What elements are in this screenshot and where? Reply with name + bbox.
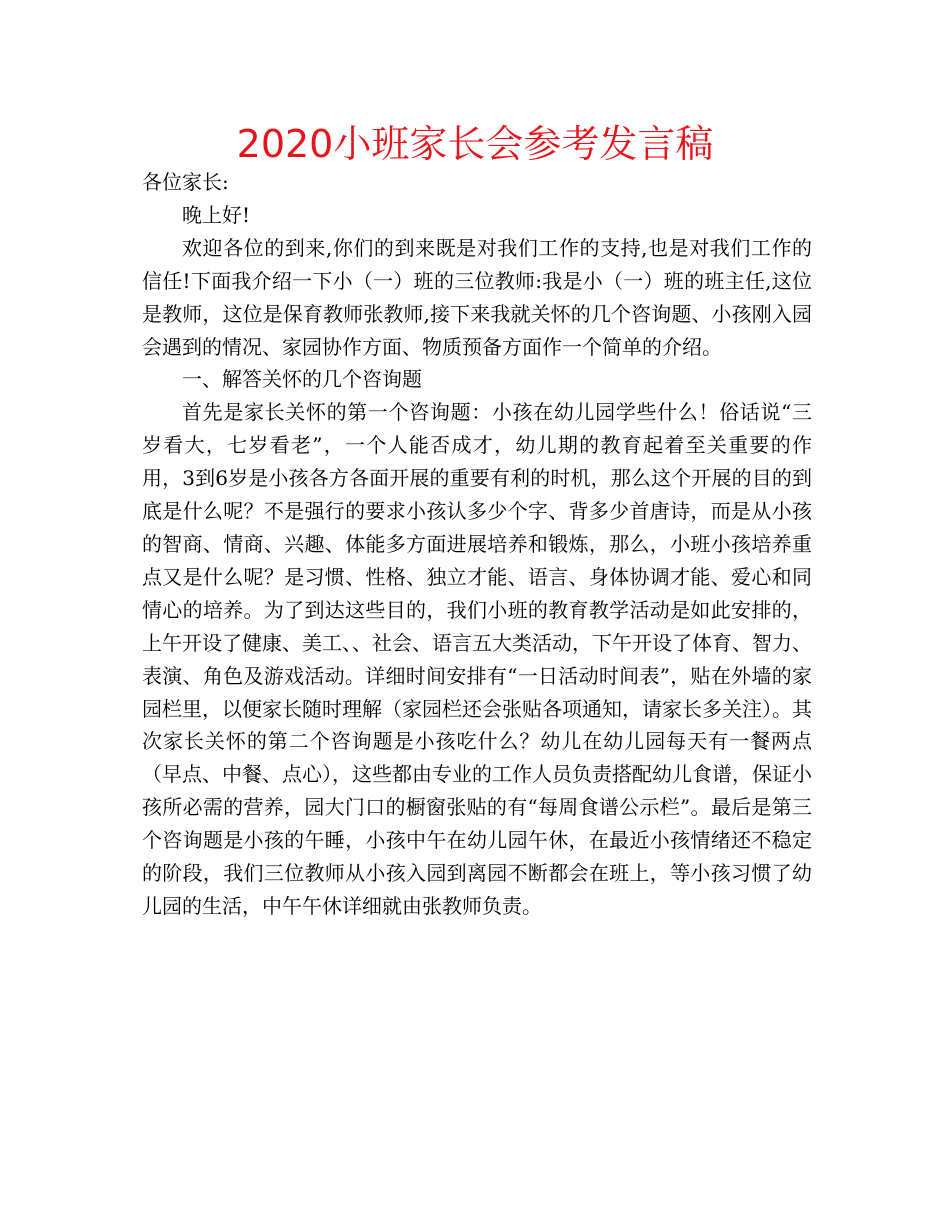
document-title: 2020小班家长会参考发言稿 <box>236 122 714 166</box>
section-heading: 一、解答关怀的几个咨询题 <box>182 367 422 392</box>
welcome-paragraph: 欢迎各位的到来,你们的到来既是对我们工作的支持,也是对我们工作的信任!下面我介绍一下小（一）班的三位教师:我是小（一）班的班主任,这位是教师，这位是保育教师张教师,接下来我就关怀的几个咨询题、小孩刚入园会遇到的情况、家园协作方面、物质预备方面作一个简单的介绍。 <box>142 235 812 359</box>
document-body <box>142 166 812 923</box>
content-paragraph: 首先是家长关怀的第一个咨询题：小孩在幼儿园学些什么！俗话说“三岁看大，七岁看老”，一个人能否成才，幼儿期的教育起着至关重要的作用，3到6岁是小孩各方各面开展的重要有利的时机，那么这个开展的目的到底是什么呢？不是强行的要求小孩认多少个字、背多少首唐诗，而是从小孩的智商、情商、兴趣、体能多方面进展培养和锻炼，那么，小班小孩培养重点又是什么呢？是习惯、性格、独立才能、语言、身体协调才能、爱心和同情心的培养。为了到达这些目的，我们小班的教育教学活动是如此安排的，上午开设了健康、美工、、社会、语言五大类活动，下午开设了体育、智力、表演、角色及游戏活动。详细时间安排有“一日活动时间表”，贴在外墙的家园栏里，以便家长随时理解（家园栏还会张贴各项通知，请家长多关注）。其次家长关怀的第二个咨询题是小孩吃什么？幼儿在幼儿园每天有一餐两点（早点、中餐、点心），这些都由专业的工作人员负责搭配幼儿食谱，保证小孩所必需的营养，园大门口的橱窗张贴的有“每周食谱公示栏”。最后是第三个咨询题是小孩的午睡，小孩中午在幼儿园午休，在最近小孩情绪还不稳定的阶段，我们三位教师从小孩入园到离园不断都会在班上，等小孩习惯了幼儿园的生活，中午午休详细就由张教师负责。 <box>142 400 812 918</box>
salutation: 各位家长: <box>142 170 229 194</box>
greeting-paragraph: 晚上好! <box>182 202 251 227</box>
